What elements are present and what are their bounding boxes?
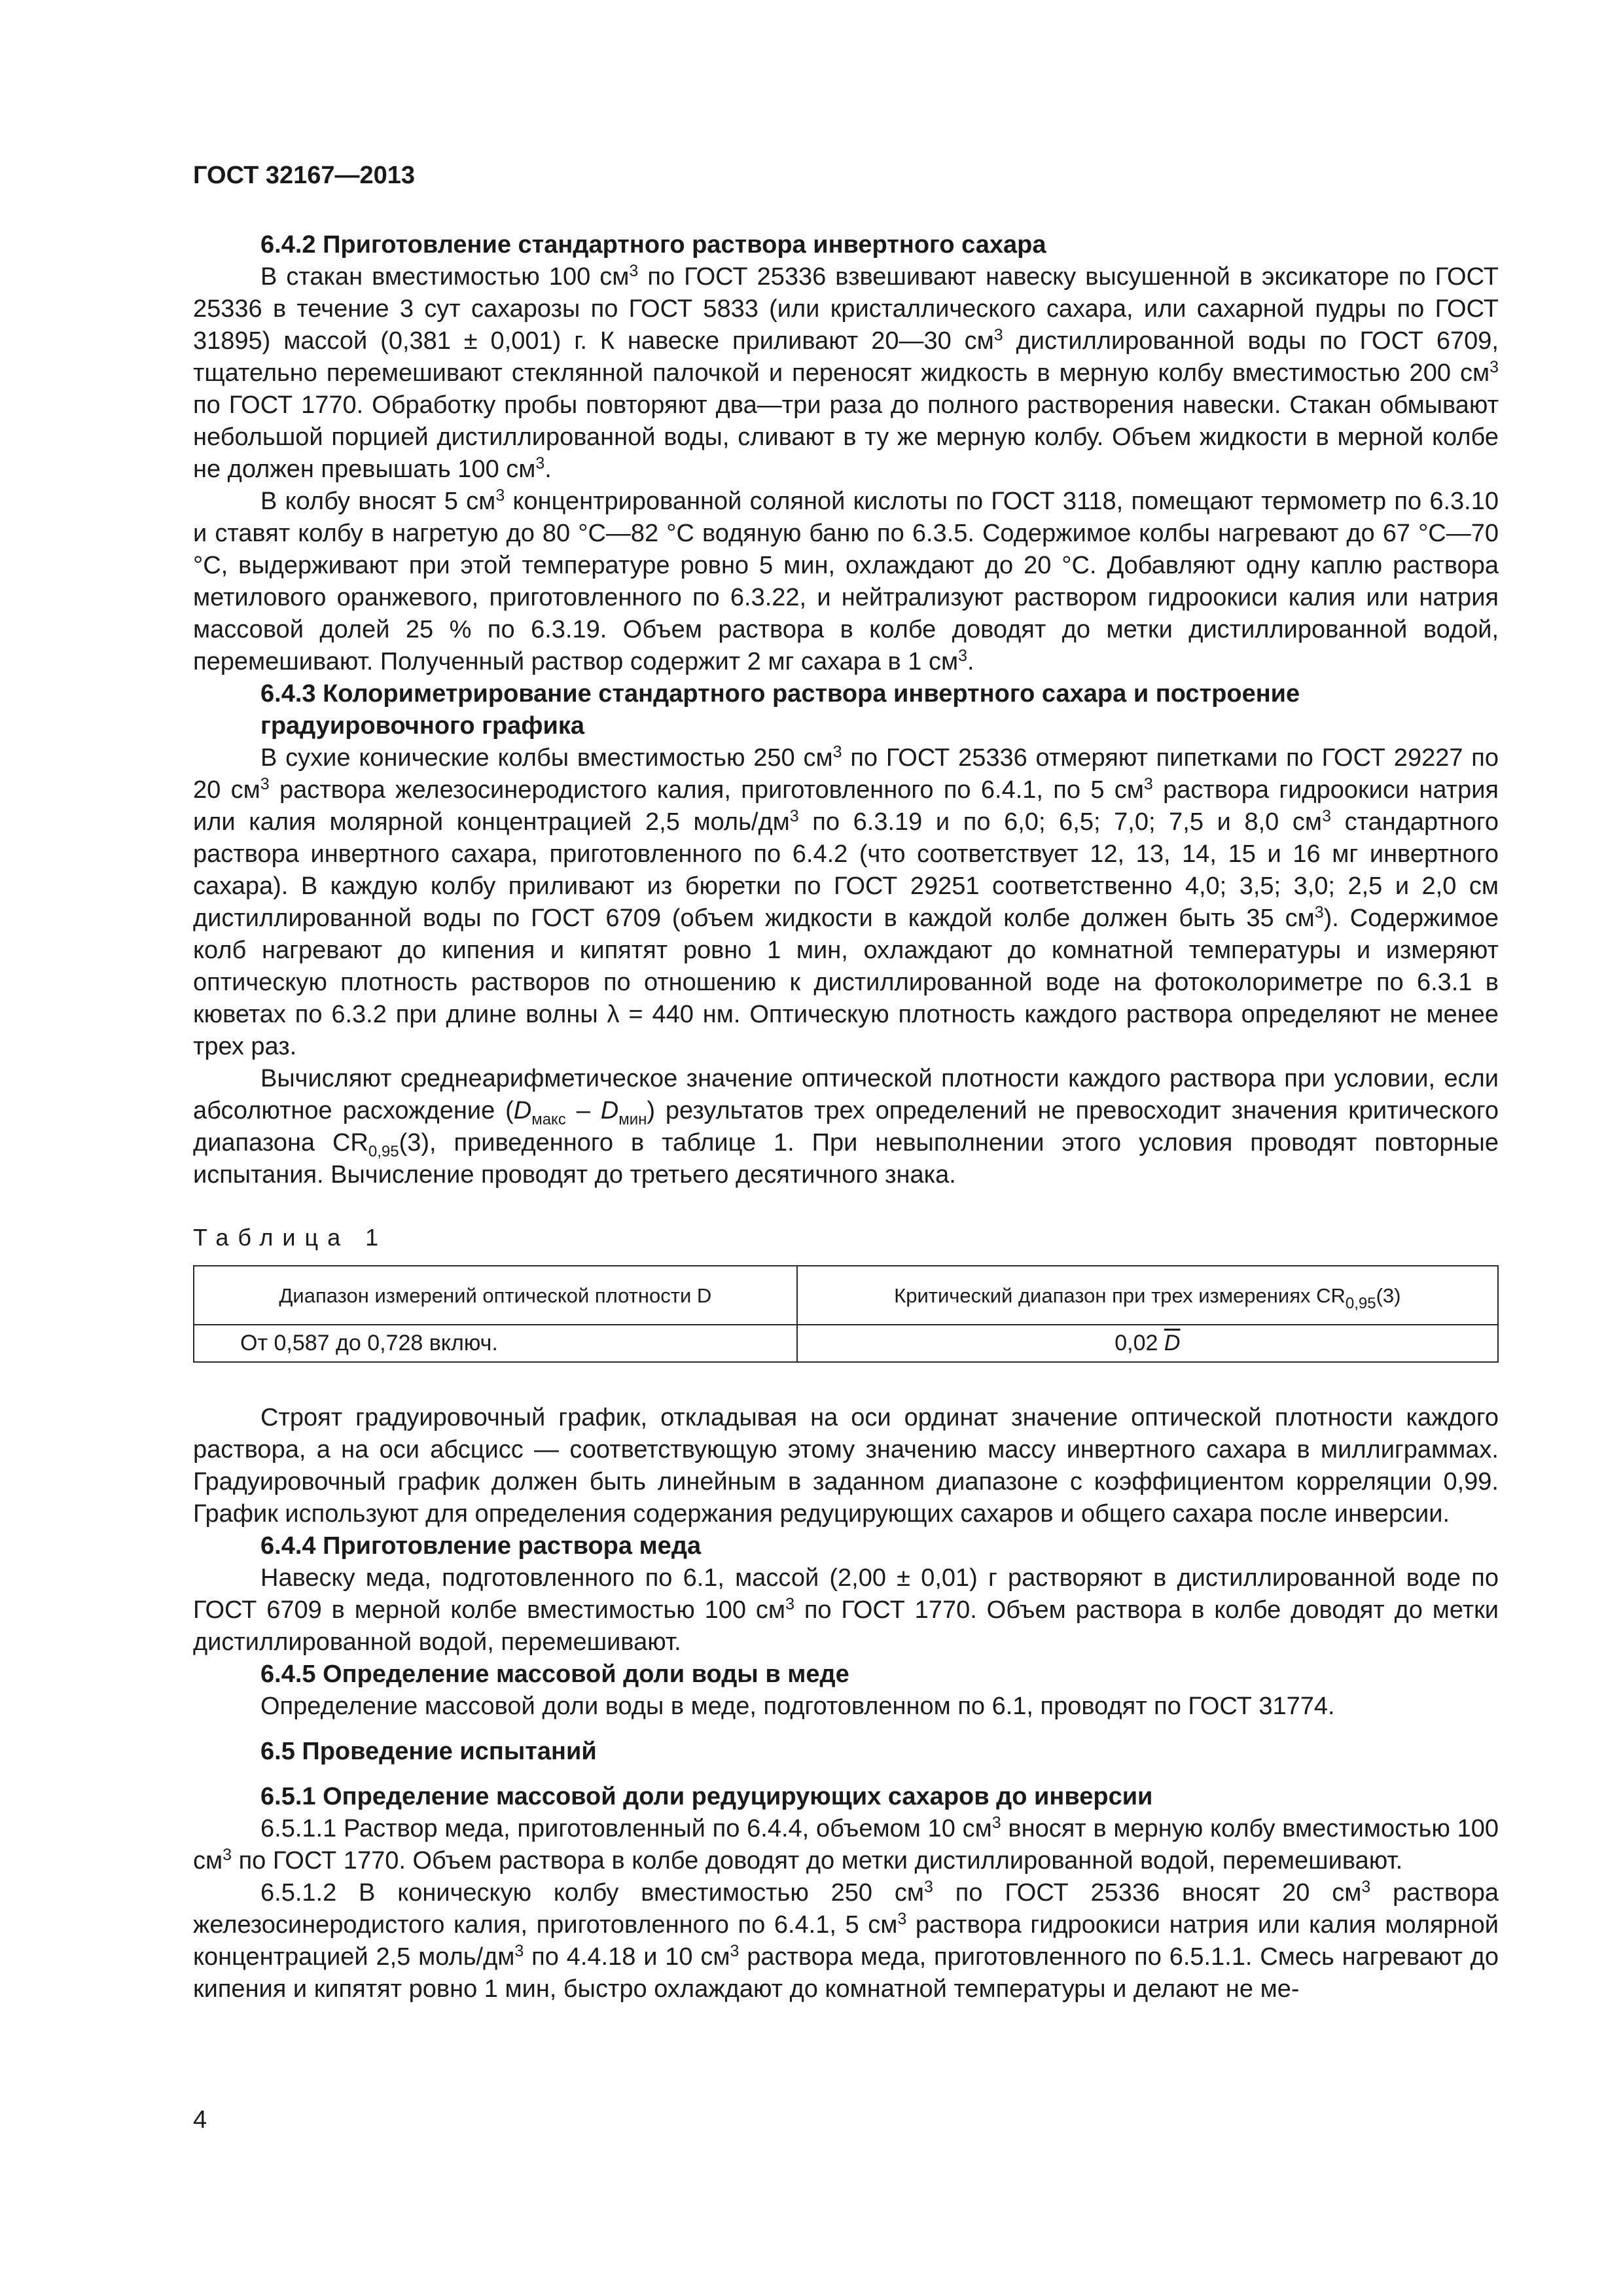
table-header-cell: Критический диапазон при трех измерениях $CR_{0,95}(3)$	[797, 1266, 1498, 1325]
table-cell: От 0,587 до 0,728 включ.	[194, 1325, 797, 1362]
table-cell: 0,02 $\overline{D}$	[797, 1325, 1498, 1362]
section-heading-6-4-3: 6.4.3 Колориметрирование стандартного раствора инвертного сахара и построение градуировочного графика	[260, 680, 1300, 740]
paragraph: Определение массовой доли воды в меде, подготовленном по 6.1, проводят по ГОСТ 31774.	[260, 1693, 1335, 1720]
document-body	[193, 229, 1499, 2005]
section-heading-6-5: 6.5 Проведение испытаний	[260, 1738, 597, 1765]
paragraph: Навеску меда, подготовленного по 6.1, массой (2,00 ± 0,01) г растворяют в дистиллированной воде по ГОСТ 6709 в мерной колбе вместимостью 100 $см^3$ по ГОСТ 1770. Объем раствора в колбе доводят до метки дистиллированной водой, перемешивают.	[193, 1564, 1499, 1656]
paragraph: В сухие конические колбы вместимостью 250 $см^3$ по ГОСТ 25336 отмеряют пипетками по ГОСТ 29227 по 20 $см^3$ раствора железосинеродистого калия, приготовленного по 6.4.1, по 5 $см^3$ раствора гидроокиси натрия или калия молярной концентрацией 2,5 моль/$дм^3$ по 6.3.19 и по 6,0; 6,5; 7,0; 7,5 и 8,0 $см^3$ стандартного раствора инвертного сахара, приготовленного по 6.4.2 (что соответствует 12, 13, 14, 15 и 16 мг инвертного сахара). В каждую колбу приливают из бюретки по ГОСТ 29251 соответственно 4,0; 3,5; 3,0; 2,5 и 2,0 см дистиллированной воды по ГОСТ 6709 (объем жидкости в каждой колбе должен быть 35 $см^3$). Содержимое колб нагревают до кипения и кипятят ровно 1 мин, охлаждают до комнатной температуры и измеряют оптическую плотность растворов по отношению к дистиллированной воде на фотоколориметре по 6.3.1 в кюветах по 6.3.2 при длине волны λ = 440 нм. Оптическую плотность каждого раствора определяют не менее трех раз.	[193, 743, 1499, 1060]
paragraph: В стакан вместимостью 100 $см^3$ по ГОСТ 25336 взвешивают навеску высушенной в эксикаторе по ГОСТ 25336 в течение 3 сут сахарозы по ГОСТ 5833 (или кристаллического сахара, или сахарной пудры по ГОСТ 31895) массой (0,381 ± 0,001) г. К навеске приливают 20—30 $см^3$ дистиллированной воды по ГОСТ 6709, тщательно перемешивают стеклянной палочкой и переносят жидкость в мерную колбу вместимостью 200 $см^3$ по ГОСТ 1770. Обработку пробы повторяют два—три раза до полного растворения навески. Стакан обмывают небольшой порцией дистиллированной воды, сливают в ту же мерную колбу. Объем жидкости в мерной колбе не должен превышать 100 $см^3$.	[193, 262, 1499, 483]
section-heading-6-5-1: 6.5.1 Определение массовой доли редуцирующих сахаров до инверсии	[260, 1783, 1153, 1810]
paragraph: 6.5.1.1 Раствор меда, приготовленный по 6.4.4, объемом 10 $см^3$ вносят в мерную колбу вместимостью 100 $см^3$ по ГОСТ 1770. Объем раствора в колбе доводят до метки дистиллированной водой, перемешивают.	[193, 1814, 1499, 1874]
section-heading-6-4-4: 6.4.4 Приготовление раствора меда	[260, 1532, 702, 1560]
table-row	[194, 1325, 1498, 1362]
table-caption: Таблица 1	[193, 1224, 388, 1251]
paragraph: Вычисляют среднеарифметическое значение оптической плотности каждого раствора при условии, если абсолютное расхождение $(D_{макс} - D_{мин})$ результатов трех определений не превосходит значения критического диапазона $CR_{0,95}(3)$, приведенного в таблице 1. При невыполнении этого условия проводят повторные испытания. Вычисление проводят до третьего десятичного знака.	[193, 1065, 1499, 1189]
section-heading-6-4-5: 6.4.5 Определение массовой доли воды в меде	[260, 1660, 849, 1688]
paragraph: В колбу вносят 5 $см^3$ концентрированной соляной кислоты по ГОСТ 3118, помещают термометр по 6.3.10 и ставят колбу в нагретую до 80 °С—82 °С водяную баню по 6.3.5. Содержимое колбы нагревают до 67 °С—70 °С, выдерживают при этой температуре ровно 5 мин, охлаждают до 20 °С. Добавляют одну каплю раствора метилового оранжевого, приготовленного по 6.3.22, и нейтрализуют раствором гидроокиси калия или натрия массовой долей 25 % по 6.3.19. Объем раствора в колбе доводят до метки дистиллированной водой, перемешивают. Полученный раствор содержит 2 мг сахара в 1 $см^3$.	[193, 486, 1499, 675]
document-header: ГОСТ 32167—2013	[193, 162, 416, 189]
table-header-row	[194, 1266, 1498, 1325]
section-heading-6-4-2: 6.4.2 Приготовление стандартного раствора инвертного сахара	[260, 231, 1046, 259]
table-1	[193, 1265, 1499, 1363]
page-number: 4	[193, 2106, 207, 2134]
table-header-cell: Диапазон измерений оптической плотности D	[194, 1266, 797, 1325]
paragraph: 6.5.1.2 В коническую колбу вместимостью 250 $см^3$ по ГОСТ 25336 вносят 20 $см^3$ раствора железосинеродистого калия, приготовленного по 6.4.1, 5 $см^3$ раствора гидроокиси натрия или калия молярной концентрацией 2,5 моль/$дм^3$ по 4.4.18 и 10 $см^3$ раствора меда, приготовленного по 6.5.1.1. Смесь нагревают до кипения и кипятят ровно 1 мин, быстро охлаждают до комнатной температуры и делают не ме-	[193, 1878, 1499, 2003]
paragraph: Строят градуировочный график, откладывая на оси ординат значение оптической плотности каждого раствора, а на оси абсцисс — соответствующую этому значению массу инвертного сахара в миллиграммах. Градуировочный график должен быть линейным в заданном диапазоне с коэффициентом корреляции 0,99. График используют для определения содержания редуцирующих сахаров и общего сахара после инверсии.	[193, 1404, 1499, 1528]
